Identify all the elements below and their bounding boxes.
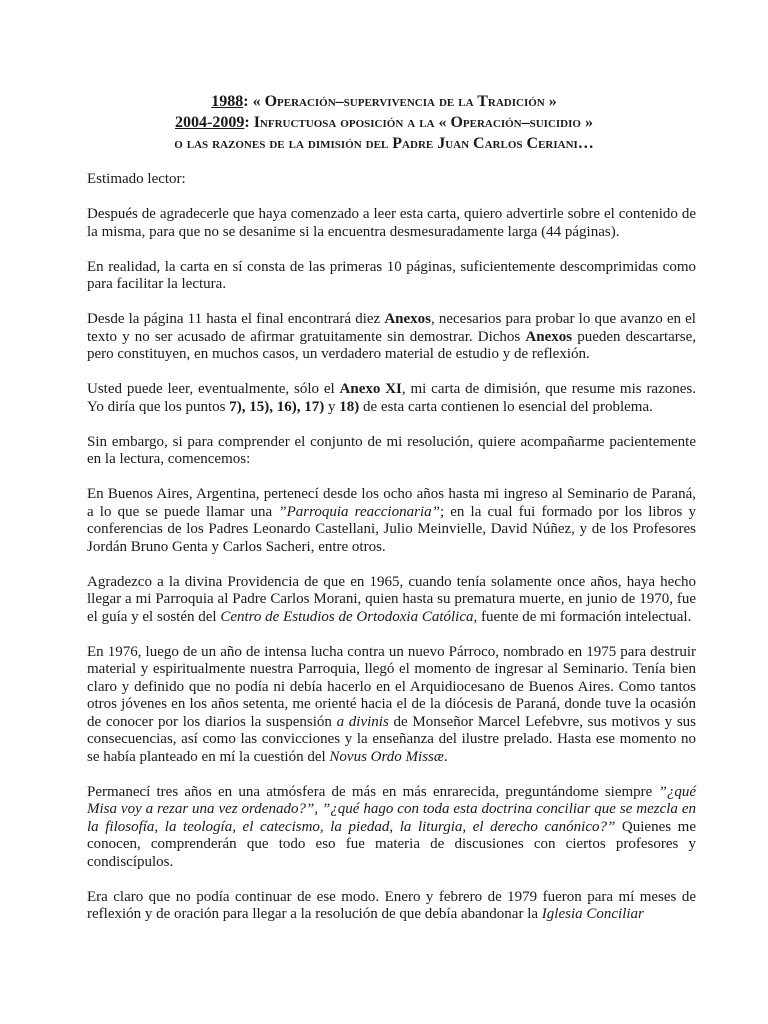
heading-line-1-text: : « Operación–supervivencia de la Tradición » (243, 93, 557, 110)
heading-line-1 (80, 91, 688, 112)
heading-line-3: o las razones de la dimisión del Padre Juan Carlos Ceriani… (174, 135, 594, 152)
questions-italic: ”¿qué Misa voy a rezar una vez ordenado?”, ”¿qué hago con toda esta doctrina conciliar que se mezcla en la filosofía, la teología, el catecismo, la piedad, la liturgia, el derecho canónico?” (87, 783, 696, 835)
letter-body (87, 171, 696, 924)
paragraph-4: Usted puede leer, eventualmente, sólo el Anexo XI, mi carta de dimisión, que resume mis razones. Yo diría que los puntos 7), 15), 16), 17) y 18) de esta carta contienen lo esencial del problema. (87, 381, 696, 415)
paragraph-5: Sin embargo, si para comprender el conjunto de mi resolución, quiere acompañarme pacientemente en la lectura, comencemos: (87, 433, 696, 467)
parroquia-italic: ”Parroquia reaccionaria” (278, 503, 440, 520)
iglesia-conciliar-italic: Iglesia Conciliar (541, 906, 644, 922)
paragraph-7: Agradezco a la divina Providencia de que en 1965, cuando tenía solamente once años, haya hecho llegar a mi Parroquia al Padre Carlos Morani, quien hasta su prematura muerte, en junio de 1970, fue el guía y el sostén del Centro de Estudios de Ortodoxia Católica, fuente de mi formación intelectual. (87, 573, 696, 625)
anexo-xi-bold: Anexo XI (339, 381, 402, 397)
paragraph-8: En 1976, luego de un año de intensa lucha contra un nuevo Párroco, nombrado en 1975 para destruir material y espiritualmente nuestra Parroquia, llegó el momento de ingresar al Seminario. Tenía bien claro y definido que no podía ni debía hacerlo en el Arquidiocesano de Buenos Aires. Como tantos otros jóvenes en los años setenta, me orienté hacia el de la diócesis de Paraná, donde tuve la ocasión de conocer por los diarios la suspensión a divinis de Monseñor Marcel Lefebvre, sus motivos y sus consecuencias, así como las convicciones y la enseñanza del ilustre prelado. Hasta ese momento no se había planteado en mí la cuestión del Novus Ordo Missæ. (87, 643, 696, 765)
heading-year-2004-2009: 2004-2009 (175, 114, 245, 131)
paragraph-1: Después de agradecerle que haya comenzado a leer esta carta, quiero advertirle sobre el contenido de la misma, para que no se desanime si la encuentra desmesuradamente larga (44 páginas). (87, 206, 696, 240)
paragraph-3: Desde la página 11 hasta el final encontrará diez Anexos, necesarios para probar lo que avanzo en el texto y no ser acusado de afirmar gratuitamente sin demostrar. Dichos Anexos pueden descartarse, pero constituyen, en muchos casos, un verdadero material de estudio y de reflexión. (87, 311, 697, 362)
anexos-bold: Anexos (384, 311, 431, 327)
heading-line-2 (80, 112, 688, 133)
point-18-bold: 18) (339, 398, 360, 415)
paragraph-10: Era claro que no podía continuar de ese modo. Enero y febrero de 1979 fueron para mí meses de reflexión y de oración para llegar a la resolución de que debía abandonar la Iglesia Conciliar (87, 888, 696, 922)
anexos-bold: Anexos (525, 328, 573, 345)
salutation: Estimado lector: (87, 171, 186, 187)
document-heading (80, 91, 688, 154)
heading-line-2-text: : Infructuosa oposición a la « Operación–suicidio » (244, 114, 593, 131)
paragraph-6: En Buenos Aires, Argentina, pertenecí desde los ocho años hasta mi ingreso al Seminario de Paraná, a lo que se puede llamar una ”Parroquia reaccionaria”; en la cual fui formado por los libros y conferencias de los Padres Leonardo Castellani, Julio Meinvielle, David Núñez, y de los Profesores Jordán Bruno Genta y Carlos Sacheri, entre otros. (87, 486, 696, 555)
points-bold: 7), 15), 16), 17) (229, 398, 325, 415)
a-divinis-italic: a divinis (336, 713, 389, 730)
paragraph-2: En realidad, la carta en sí consta de las primeras 10 páginas, suficientemente descomprimidas como para facilitar la lectura. (87, 258, 696, 292)
centro-estudios-italic: Centro de Estudios de Ortodoxia Católica (220, 608, 474, 625)
novus-ordo-italic: Novus Ordo Missæ (329, 748, 444, 765)
paragraph-9: Permanecí tres años en una atmósfera de más en más enrarecida, preguntándome siempre ”¿qué Misa voy a rezar una vez ordenado?”, ”¿qué hago con toda esta doctrina conciliar que se mezcla en la filosofía, la teología, el catecismo, la piedad, la liturgia, el derecho canónico?” Quienes me conocen, comprenderán que todo eso fue materia de discusiones con ciertos profesores y condiscípulos. (87, 783, 696, 870)
heading-year-1988: 1988 (211, 93, 244, 110)
